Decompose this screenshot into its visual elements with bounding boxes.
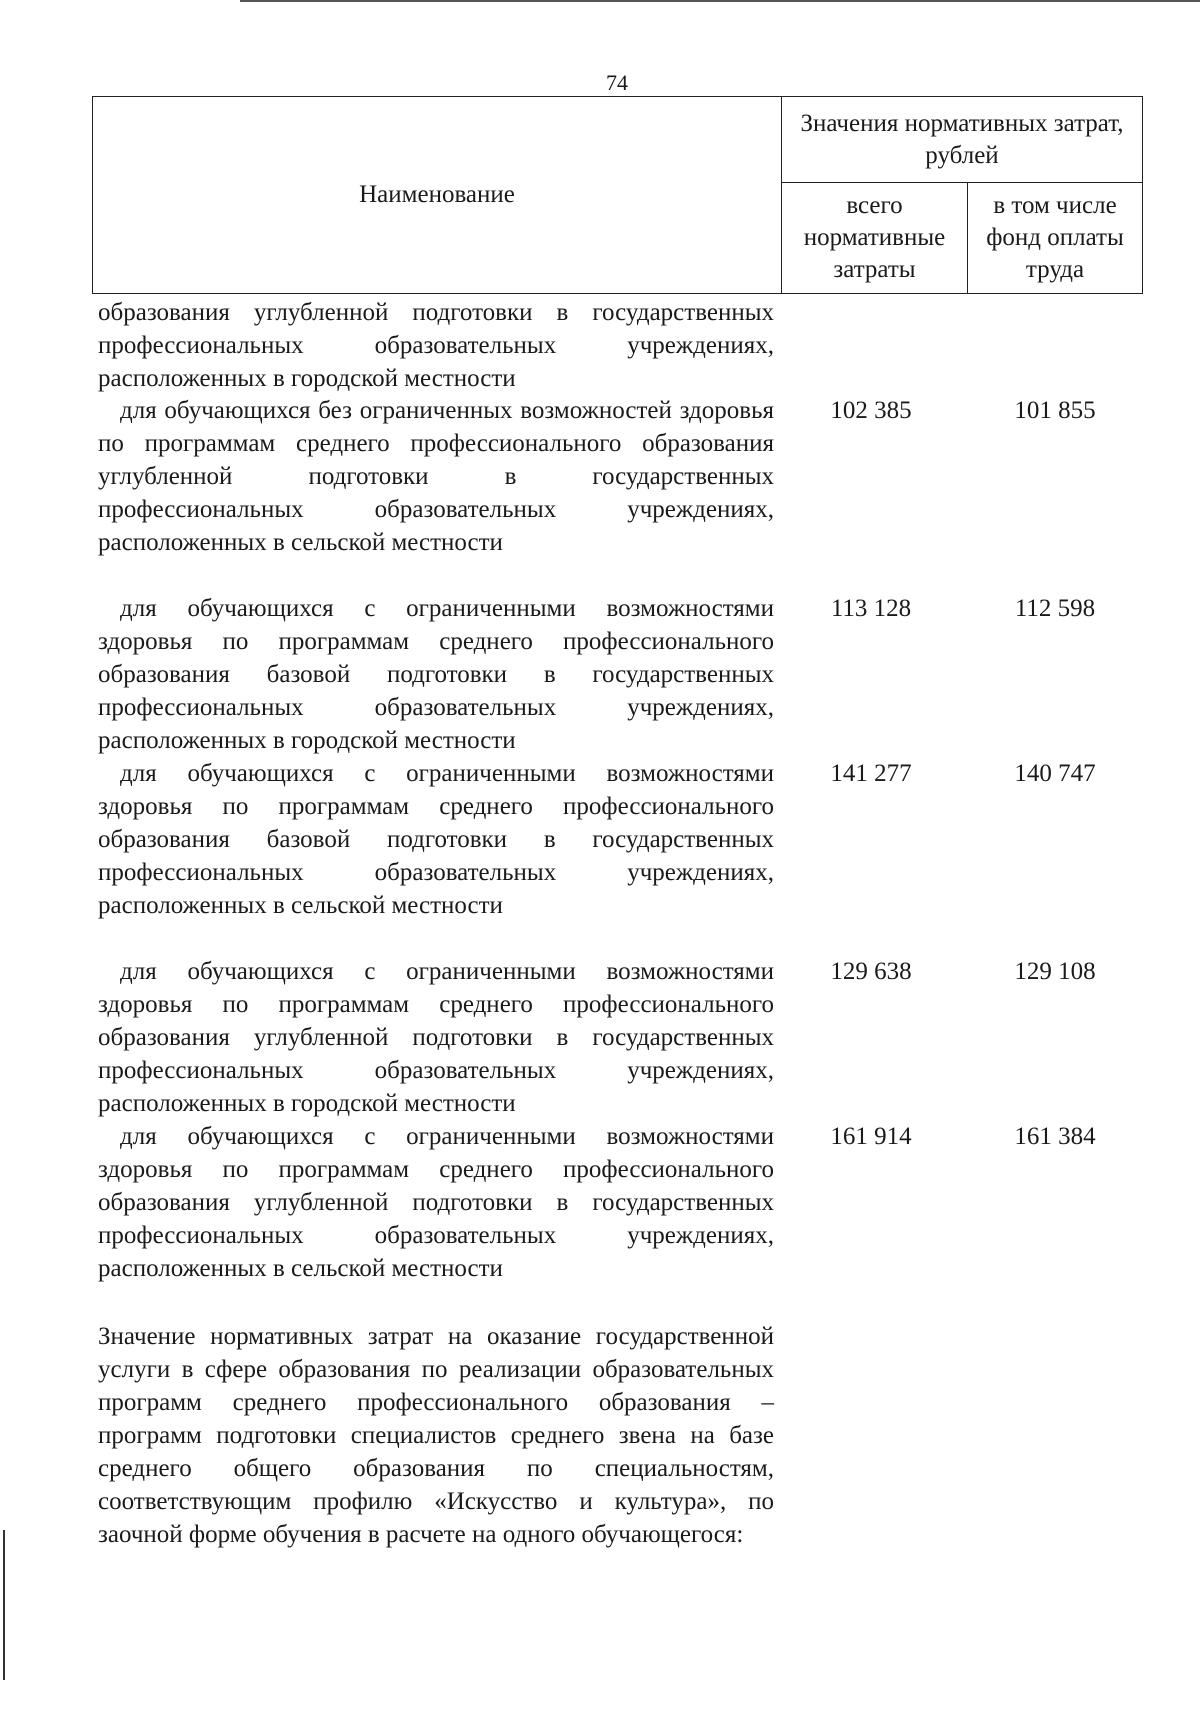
row-wage-value: 140 747 bbox=[1014, 760, 1096, 787]
row-wage-value: 161 384 bbox=[1014, 1123, 1096, 1150]
row-wage-value: 129 108 bbox=[1014, 958, 1096, 985]
row-description: для обучающихся с ограниченными возможностями здоровья по программам среднего профессионального образования базовой подготовки в государственных профессиональных образовательных учреждениях, расположенных в сельской местности bbox=[98, 760, 774, 919]
row-total-value: 141 277 bbox=[830, 760, 912, 787]
row-description: для обучающихся без ограниченных возможностей здоровья по программам среднего профессионального образования углубленной подготовки в государственных профессиональных образовательных учреждениях, расположенных в сельской местности bbox=[98, 397, 774, 556]
top-edge-line bbox=[240, 0, 1200, 2]
row-description: для обучающихся с ограниченными возможностями здоровья по программам среднего профессионального образования углубленной подготовки в государственных профессиональных образовательных учреждениях, расположенных в городской местности bbox=[98, 958, 774, 1117]
continuation-text: образования углубленной подготовки в государственных профессиональных образовательных учреждениях, расположенных в городской местности bbox=[98, 299, 774, 392]
table-header bbox=[92, 96, 1143, 294]
row-description: для обучающихся с ограниченными возможностями здоровья по программам среднего профессионального образования углубленной подготовки в государственных профессиональных образовательных учреждениях, расположенных в сельской местности bbox=[98, 1123, 774, 1282]
left-scan-mark bbox=[3, 1530, 5, 1680]
row-total-value: 161 914 bbox=[830, 1123, 912, 1150]
header-group-title: Значения нормативных затрат, рублей bbox=[782, 97, 1143, 183]
row-description: для обучающихся с ограниченными возможностями здоровья по программам среднего профессионального образования базовой подготовки в государственных профессиональных образовательных учреждениях, расположенных в городской местности bbox=[98, 595, 774, 754]
row-total-value: 113 128 bbox=[830, 595, 912, 622]
row-total-value: 102 385 bbox=[830, 397, 912, 424]
row-total-value: 129 638 bbox=[830, 958, 912, 985]
footer-paragraph: Значение нормативных затрат на оказание государственной услуги в сфере образования по реализации образовательных программ среднего профессионального образования – программ подготовки специалистов среднего звена на базе среднего общего образования по специальностям, соответствующим профилю «Искусство и культура», по заочной форме обучения в расчете на одного обучающегося: bbox=[98, 1323, 774, 1548]
row-wage-value: 112 598 bbox=[1014, 595, 1096, 622]
page-number: 74 bbox=[606, 70, 628, 95]
row-wage-value: 101 855 bbox=[1014, 397, 1096, 424]
header-total-costs: всего нормативные затраты bbox=[782, 183, 968, 294]
header-wage-fund: в том числе фонд оплаты труда bbox=[968, 183, 1143, 294]
header-name-column: Наименование bbox=[93, 97, 782, 294]
